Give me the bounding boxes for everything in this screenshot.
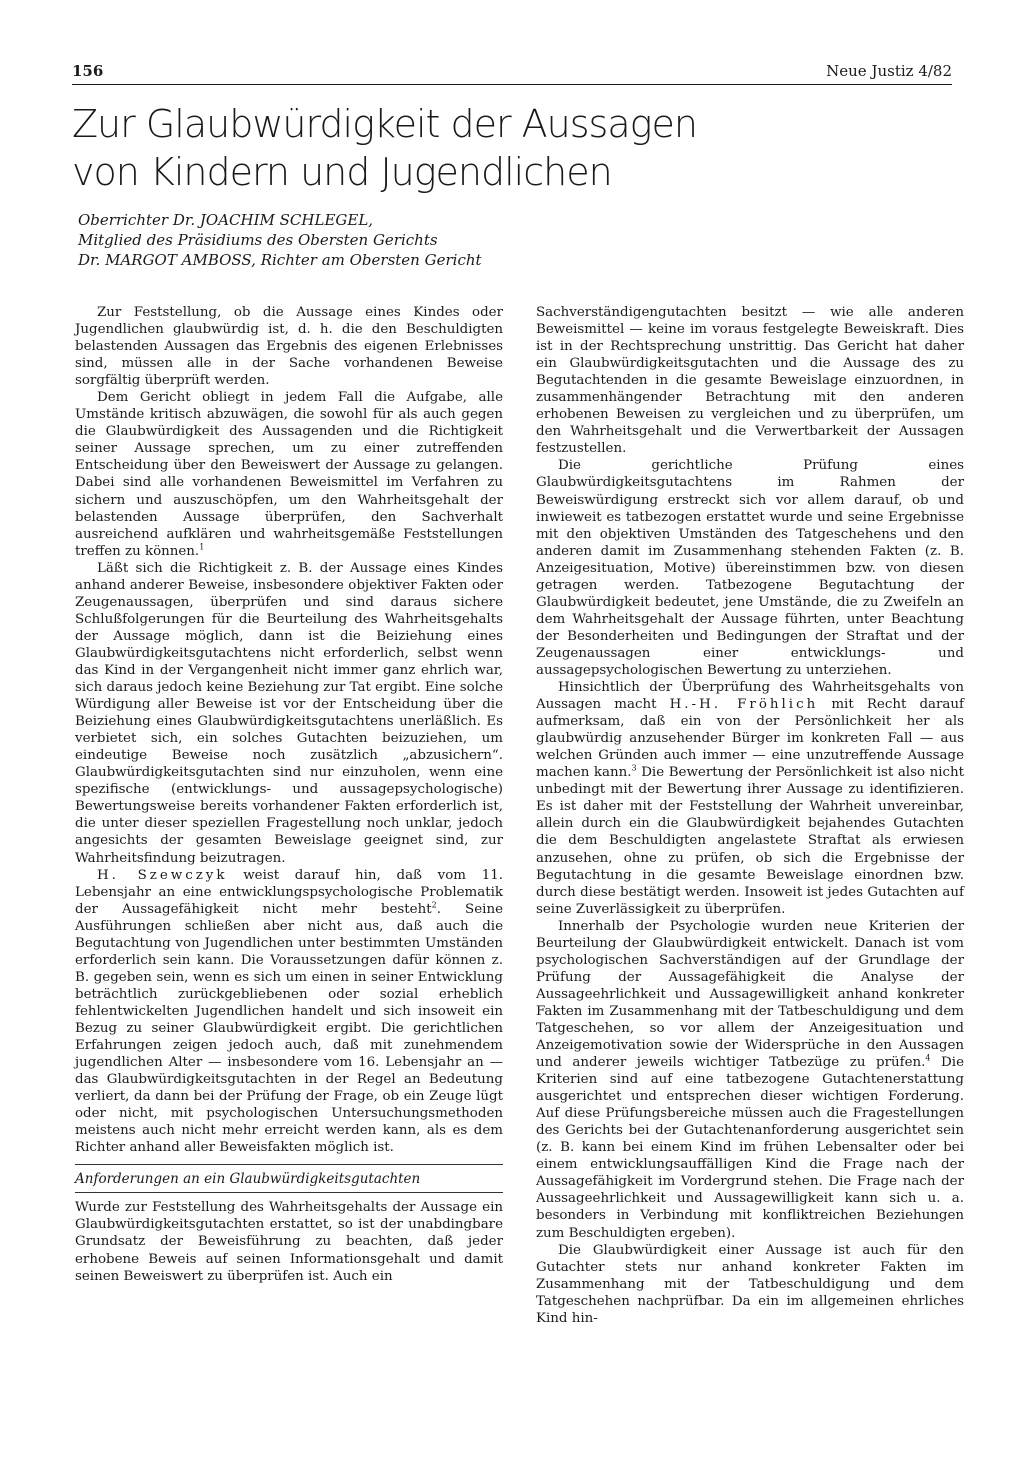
paragraph: Sachverständigengutachten besitzt — wie alle anderen Beweismittel — keine im voraus festgelegte Beweiskraft. Dies ist in der Rechtsprechung unstrittig. Das Gericht hat daher ein Glaubwürdigkeitsgutachten und die Aussage des zu Begutachtenden in die gesamte Beweislage einzuordnen, in zusammenhängender Betrachtung mit den anderen erhobenen Beweisen zu vergleichen und zu überprüfen, um den Wahrheitsgehalt und die Verwertbarkeit der Aussagen festzustellen. xyxy=(536,305,964,457)
cited-author: H. Szewczyk xyxy=(97,867,228,883)
paragraph: Die gerichtliche Prüfung eines Glaubwürdigkeitsgutachtens im Rahmen der Beweiswürdigung erstreckt sich vor allem darauf, ob und inwieweit es tatbezogen erstattet wurde und seine Ergebnisse mit den objektiven Umständen des Tatgeschehens und den anderen damit im Zusammenhang stehenden Fakten (z. B. Anzeigesituation, Motive) übereinstimmen bzw. von diesen getragen werden. Tatbezogene Begutachtung der Glaubwürdigkeit bedeutet, jene Umstände, die zu Zweifeln an dem Wahrheitsgehalt der Aussage führten, unter Beachtung der Besonderheiten und Bedingungen der Straftat und der Zeugenaussagen einer entwicklungs- und aussagepsychologischen Bewertung zu unterziehen. xyxy=(536,458,964,678)
paragraph-text: Die Bewertung der Persönlichkeit ist also nicht unbedingt mit der Bewertung ihrer Aussage zu identifizieren. Es ist daher mit der Feststellung der Wahrheit unvereinbar, allein durch ein die Glaubwürdigkeit bejahendes Gutachten die dem Beschuldigten angelastete Straftat als erwiesen anzusehen, ohne zu prüfen, ob sich die Ergebnisse der Begutachtung in die gesamte Beweislage einordnen bzw. durch diese bestätigt werden. Insoweit ist jedes Gutachten auf seine Zuverlässigkeit zu überprüfen. xyxy=(536,765,964,917)
header-rule xyxy=(72,84,952,85)
section-rule xyxy=(75,1192,503,1193)
journal-issue: Neue Justiz 4/82 xyxy=(826,62,952,80)
right-column xyxy=(536,304,964,1327)
author-line: Mitglied des Präsidiums des Obersten Gerichts xyxy=(78,231,438,249)
left-column xyxy=(75,304,503,1285)
paragraph-text: Hinsichtlich der Überprüfung des Wahrheitsgehalts von Aussagen macht xyxy=(536,680,964,713)
footnote-ref: 2 xyxy=(431,900,437,910)
paragraph-text: weist darauf hin, daß vom 11. Lebensjahr an eine entwicklungspsychologische Problematik der Aussagefähigkeit nicht mehr besteht xyxy=(75,867,503,917)
paragraph: Läßt sich die Richtigkeit z. B. der Aussage eines Kindes anhand anderer Beweise, insbesondere objektiver Fakten oder Zeugenaussagen, überprüfen und sind daraus sichere Schlußfolgerungen für die Beurteilung des Wahrheitsgehalts der Aussage möglich, dann ist die Beiziehung eines Glaubwürdigkeitsgutachtens nicht erforderlich, selbst wenn das Kind in der Vergangenheit nicht immer ganz ehrlich war, sich daraus jedoch keine Beziehung zur Tat ergibt. Eine solche Würdigung aller Beweise ist vor der Entscheidung über die Beiziehung eines Glaubwürdigkeitsgutachtens unerläßlich. Es verbietet sich, ein solches Gutachten beizuziehen, um eindeutige Beweise noch zusätzlich „abzusichern“. Glaubwürdigkeitsgutachten sind nur einzuholen, wenn eine spezifische (entwicklungs- und aussagepsychologische) Bewertungsweise bereits vorhandener Fakten erforderlich ist, die unter dieser speziellen Fragestellung noch unklar, jedoch angesichts der gesamten Beweislage geeignet sind, zur Wahrheitsfindung beizutragen. xyxy=(75,560,503,866)
paragraph xyxy=(75,389,503,559)
paragraph-text: Die Kriterien sind auf eine tatbezogene Gutachtenerstattung ausgerichtet und entsprechen dieser wichtigen Forderung. Auf diese Prüfungsbereiche müssen auch die Fragestellungen des Gerichts bei der Gutachtenanforderung ausgerichtet sein (z. B. kann bei einem Kind im frühen Lebensalter oder bei einem entwicklungsauffälligen Kind die Frage nach der Aussagefähigkeit im Vordergrund stehen. Die Frage nach der Aussageehrlichkeit und Aussagewilligkeit kann sich u. a. besonders in Verbindung mit konfliktreichen Beziehungen zum Beschuldigten ergeben). xyxy=(536,1055,965,1241)
page-number: 156 xyxy=(72,62,104,80)
paragraph: Die Glaubwürdigkeit einer Aussage ist auch für den Gutachter stets nur anhand konkreter Fakten im Zusammenhang mit der Tatbeschuldigung und dem Tatgeschehen nachprüfbar. Da ein im allgemeinen ehrliches Kind hin- xyxy=(536,1242,964,1326)
section-rule xyxy=(75,1164,503,1165)
paragraph: Zur Feststellung, ob die Aussage eines Kindes oder Jugendlichen glaubwürdig ist, d. h. die den Beschuldigten belastenden Aussagen das Ergebnis des eigenen Erlebnisses sind, müssen alle in der Sache vorhandenen Beweise sorgfältig überprüft werden. xyxy=(75,305,503,389)
article-title xyxy=(72,100,792,196)
author-line: Oberrichter Dr. JOACHIM SCHLEGEL, xyxy=(78,211,374,229)
paragraph: Wurde zur Feststellung des Wahrheitsgehalts der Aussage ein Glaubwürdigkeitsgutachten erstattet, so ist der unabdingbare Grundsatz der Beweisführung zu beachten, daß jeder erhobene Beweis auf seinen Informationsgehalt und damit seinen Beweiswert zu überprüfen ist. Auch ein xyxy=(75,1200,503,1284)
paragraph xyxy=(536,918,964,1242)
paragraph-text: mit Recht darauf aufmerksam, daß ein von der Persönlichkeit her als glaubwürdig anzusehender Bürger im konkreten Fall — aus welchen Gründen auch immer — eine unzutreffende Aussage machen kann. xyxy=(536,697,964,781)
paragraph xyxy=(536,679,964,918)
section-heading: Anforderungen an ein Glaubwürdigkeitsgutachten xyxy=(75,1171,421,1188)
paragraph-text: Innerhalb der Psychologie wurden neue Kriterien der Beurteilung der Glaubwürdigkeit entwickelt. Danach ist vom psychologischen Sachverständigen auf der Grundlage der Prüfung der Aussagefähigkeit die Analyse der Aussageehrlichkeit und Aussagewilligkeit anhand konkreter Fakten im Zusammenhang mit der Tatbeschuldigung und dem Tatgeschehen, so vor allem der Anzeigesituation und Anzeigemotivation sowie der Widersprüche in den Aussagen und anderer jeweils wichtiger Tatbezüge zu prüfen. xyxy=(536,918,964,1071)
footnote-ref: 1 xyxy=(199,542,205,552)
title-line-1: Zur Glaubwürdigkeit der Aussagen xyxy=(72,102,697,146)
author-line: Dr. MARGOT AMBOSS, Richter am Obersten Gericht xyxy=(78,251,482,269)
author-block xyxy=(78,210,678,270)
footnote-ref: 3 xyxy=(631,763,637,773)
paragraph-text: Dem Gericht obliegt in jedem Fall die Aufgabe, alle Umstände kritisch abzuwägen, die sowohl für als auch gegen die Glaubwürdigkeit des Aussagenden und die Richtigkeit seiner Aussage sprechen, um zu einer zutreffenden Entscheidung über den Beweiswert der Aussage zu gelangen. Dabei sind alle vorhandenen Beweismittel im Verfahren zu sichern und auszuschöpfen, um den Wahrheitsgehalt der belastenden Aussage überprüfen, den Sachverhalt ausreichend aufklären und wahrheitsgemäße Feststellungen treffen zu können. xyxy=(75,390,503,559)
paragraph-text: . Seine Ausführungen schließen aber nicht aus, daß auch die Begutachtung von Jugendlichen unter bestimmten Umständen erforderlich sein kann. Die Voraussetzungen dafür können z. B. gegeben sein, wenn es sich um einen in seiner Entwicklung beträchtlich zurückgebliebenen oder sozial erheblich fehlentwickelten Jugendlichen handelt und sich insoweit ein Bezug zu seiner Glaubwürdigkeit ergibt. Die gerichtlichen Erfahrungen zeigen jedoch auch, daß mit zunehmendem jugendlichen Alter — insbesondere vom 16. Lebensjahr an — das Glaubwürdigkeitsgutachten in der Regel an Bedeutung verliert, da dann bei der Prüfung der Frage, ob ein Zeuge lügt oder nicht, mit psychologischen Untersuchungsmethoden meistens auch nicht mehr erreicht werden kann, als es dem Richter anhand aller Beweisfakten möglich ist. xyxy=(75,901,503,1156)
title-line-2: von Kindern und Jugendlichen xyxy=(72,150,612,194)
paragraph xyxy=(75,867,503,1157)
footnote-ref: 4 xyxy=(925,1053,931,1063)
cited-author: H.-H. Fröhlich xyxy=(669,697,819,713)
